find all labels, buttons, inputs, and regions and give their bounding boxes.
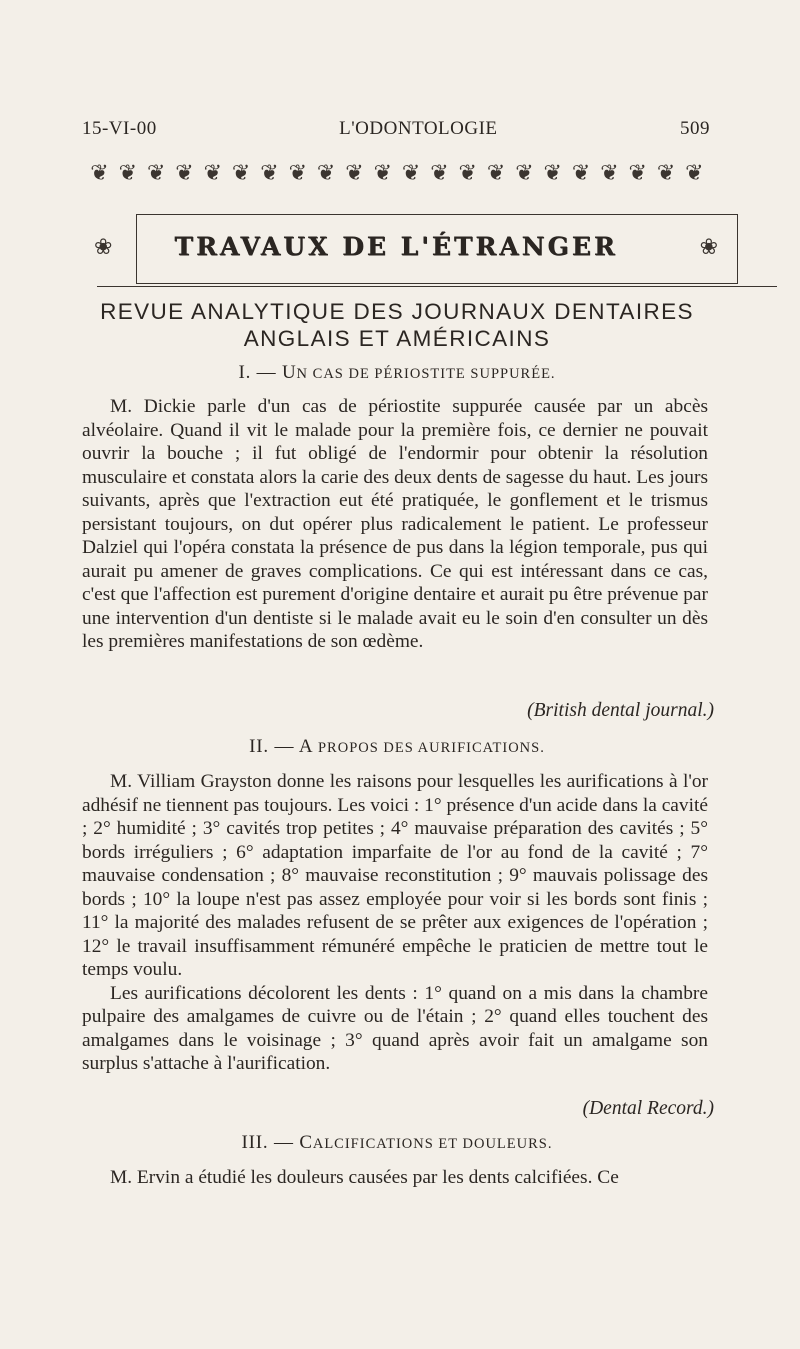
ornament-glyph: ❦ — [146, 160, 166, 185]
ornament-glyph: ❦ — [373, 160, 392, 185]
ornament-glyph: ❦ — [430, 160, 449, 185]
section-3-paragraph-1: M. Ervin a étudié les douleurs causées par les dents calcifiées. Ce — [110, 1167, 619, 1188]
section-2-first-letter: A — [298, 736, 314, 757]
ornament-glyph: ❦ — [288, 160, 308, 185]
section-1-paragraph-1: M. Dickie parle d'un cas de périostite suppurée causée par un abcès alvéolaire. Quand il vit le malade pour la première fois, ce dernier ne pouvait ouvrir la bouche ; il fut obligé de l'endormir pour obtenir la résolution musculaire et constata alors la carie des deux dents de sagesse du haut. Les jours suivants, après que l'extraction eut été pratiquée, le gonflement et le trismus persistant toujours, on dut opérer plus radicalement le patient. Le professeur Dalziel qui l'opéra constata la présence de pus dans la légion temporale, pus qui aurait pu amener de graves complications. Ce qui est intéressant dans ce cas, c'est que l'affection est purement d'origine dentaire et aurait pu être prévenue par une intervention d'un dentiste si le malade avait eu le soin d'en consulter un dès les premières manifestations de son œdème. — [82, 396, 708, 652]
ornament-glyph: ❦ — [571, 160, 591, 185]
ornament-glyph: ❦ — [401, 160, 421, 185]
section-1-body — [82, 395, 708, 654]
section-2-numeral: II. — — [249, 736, 299, 757]
ornament-glyph: ❦ — [316, 160, 336, 185]
section-heading-3 — [82, 1132, 712, 1154]
section-3-title: ALCIFICATIONS ET DOULEURS. — [312, 1136, 553, 1152]
ornament-glyph: ❦ — [515, 160, 534, 185]
ornament-glyph: ❦ — [90, 160, 109, 185]
section-1-title: N CAS DE PÉRIOSTITE SUPPURÉE. — [296, 366, 556, 382]
ornament-glyph: ❦ — [203, 160, 223, 185]
section-3-numeral: III. — — [241, 1132, 300, 1153]
ornament-glyph: ❦ — [118, 160, 138, 185]
section-heading-2 — [82, 736, 712, 758]
ornament-glyph: ❦ — [458, 160, 477, 185]
banner-title: TRAVAUX DE L'ÉTRANGER — [174, 232, 618, 261]
section-2-body — [82, 770, 708, 1076]
ornament-glyph: ❦ — [231, 160, 251, 185]
section-heading-1 — [82, 362, 712, 384]
page-number: 509 — [680, 118, 710, 139]
section-2-paragraph-1: M. Villiam Grayston donne les raisons pour lesquelles les aurifications à l'or adhésif ne tiennent pas toujours. Les voici : 1° présence d'un acide dans la cavité ; 2° humidité ; 3° cavités trop petites ; 4° mauvaise préparation des cavités ; 5° bords irréguliers ; 6° adaptation imparfaite de l'or au fond de la cavité ; 7° mauvaise condensation ; 8° mauvaise reconstitution ; 9° mauvais polissage des bords ; 10° la loupe n'est pas assez employée pour voir si les bords sont finis ; 11° la majorité des malades refusent de se prêter aux exigences de l'opération ; 12° le travail insuffisamment rémunéré empêche le praticien de mettre tout le temps voulu. — [82, 771, 708, 980]
section-3-body — [82, 1166, 708, 1190]
ornament-glyph: ❦ — [486, 160, 506, 185]
ornament-glyph: ❦ — [175, 160, 194, 185]
section-2-title: PROPOS DES AURIFICATIONS. — [313, 740, 545, 756]
issue-date: 15-VI-00 — [82, 118, 157, 139]
ornament-glyph: ❦ — [260, 160, 279, 185]
running-head — [82, 118, 710, 140]
section-1-first-letter: U — [282, 362, 297, 383]
ornament-glyph: ❦ — [600, 160, 619, 185]
section-1-numeral: I. — — [238, 362, 283, 383]
ornament-glyph: ❦ — [543, 160, 562, 185]
section-2-paragraph-2: Les aurifications décolorent les dents : 1° quand on a mis dans la chambre pulpaire des amalgames de cuivre ou de l'étain ; 2° quand elles touchent des amalgames dans le voisinage ; 3° quand après avoir fait un amalgame son surplus s'attache à l'aurification. — [82, 982, 708, 1074]
section-2-source: (Dental Record.) — [582, 1098, 714, 1119]
section-banner — [86, 214, 718, 286]
banner-left-ornament: ❀ — [94, 234, 113, 259]
ornament-glyph: ❦ — [656, 160, 676, 185]
journal-title: L'ODONTOLOGIE — [339, 118, 498, 139]
ornament-glyph: ❦ — [628, 160, 647, 185]
ornament-glyph: ❦ — [685, 160, 704, 185]
article-title — [82, 298, 712, 352]
banner-right-ornament: ❀ — [699, 234, 718, 259]
article-title-line-2: ANGLAIS ET AMÉRICAINS — [243, 326, 551, 351]
section-3-first-letter: C — [299, 1132, 313, 1153]
section-1-source: (British dental journal.) — [527, 700, 714, 721]
ornament-glyph: ❦ — [345, 160, 364, 185]
ornament-band — [86, 160, 708, 186]
article-title-line-1: REVUE ANALYTIQUE DES JOURNAUX DENTAIRES — [100, 299, 694, 324]
